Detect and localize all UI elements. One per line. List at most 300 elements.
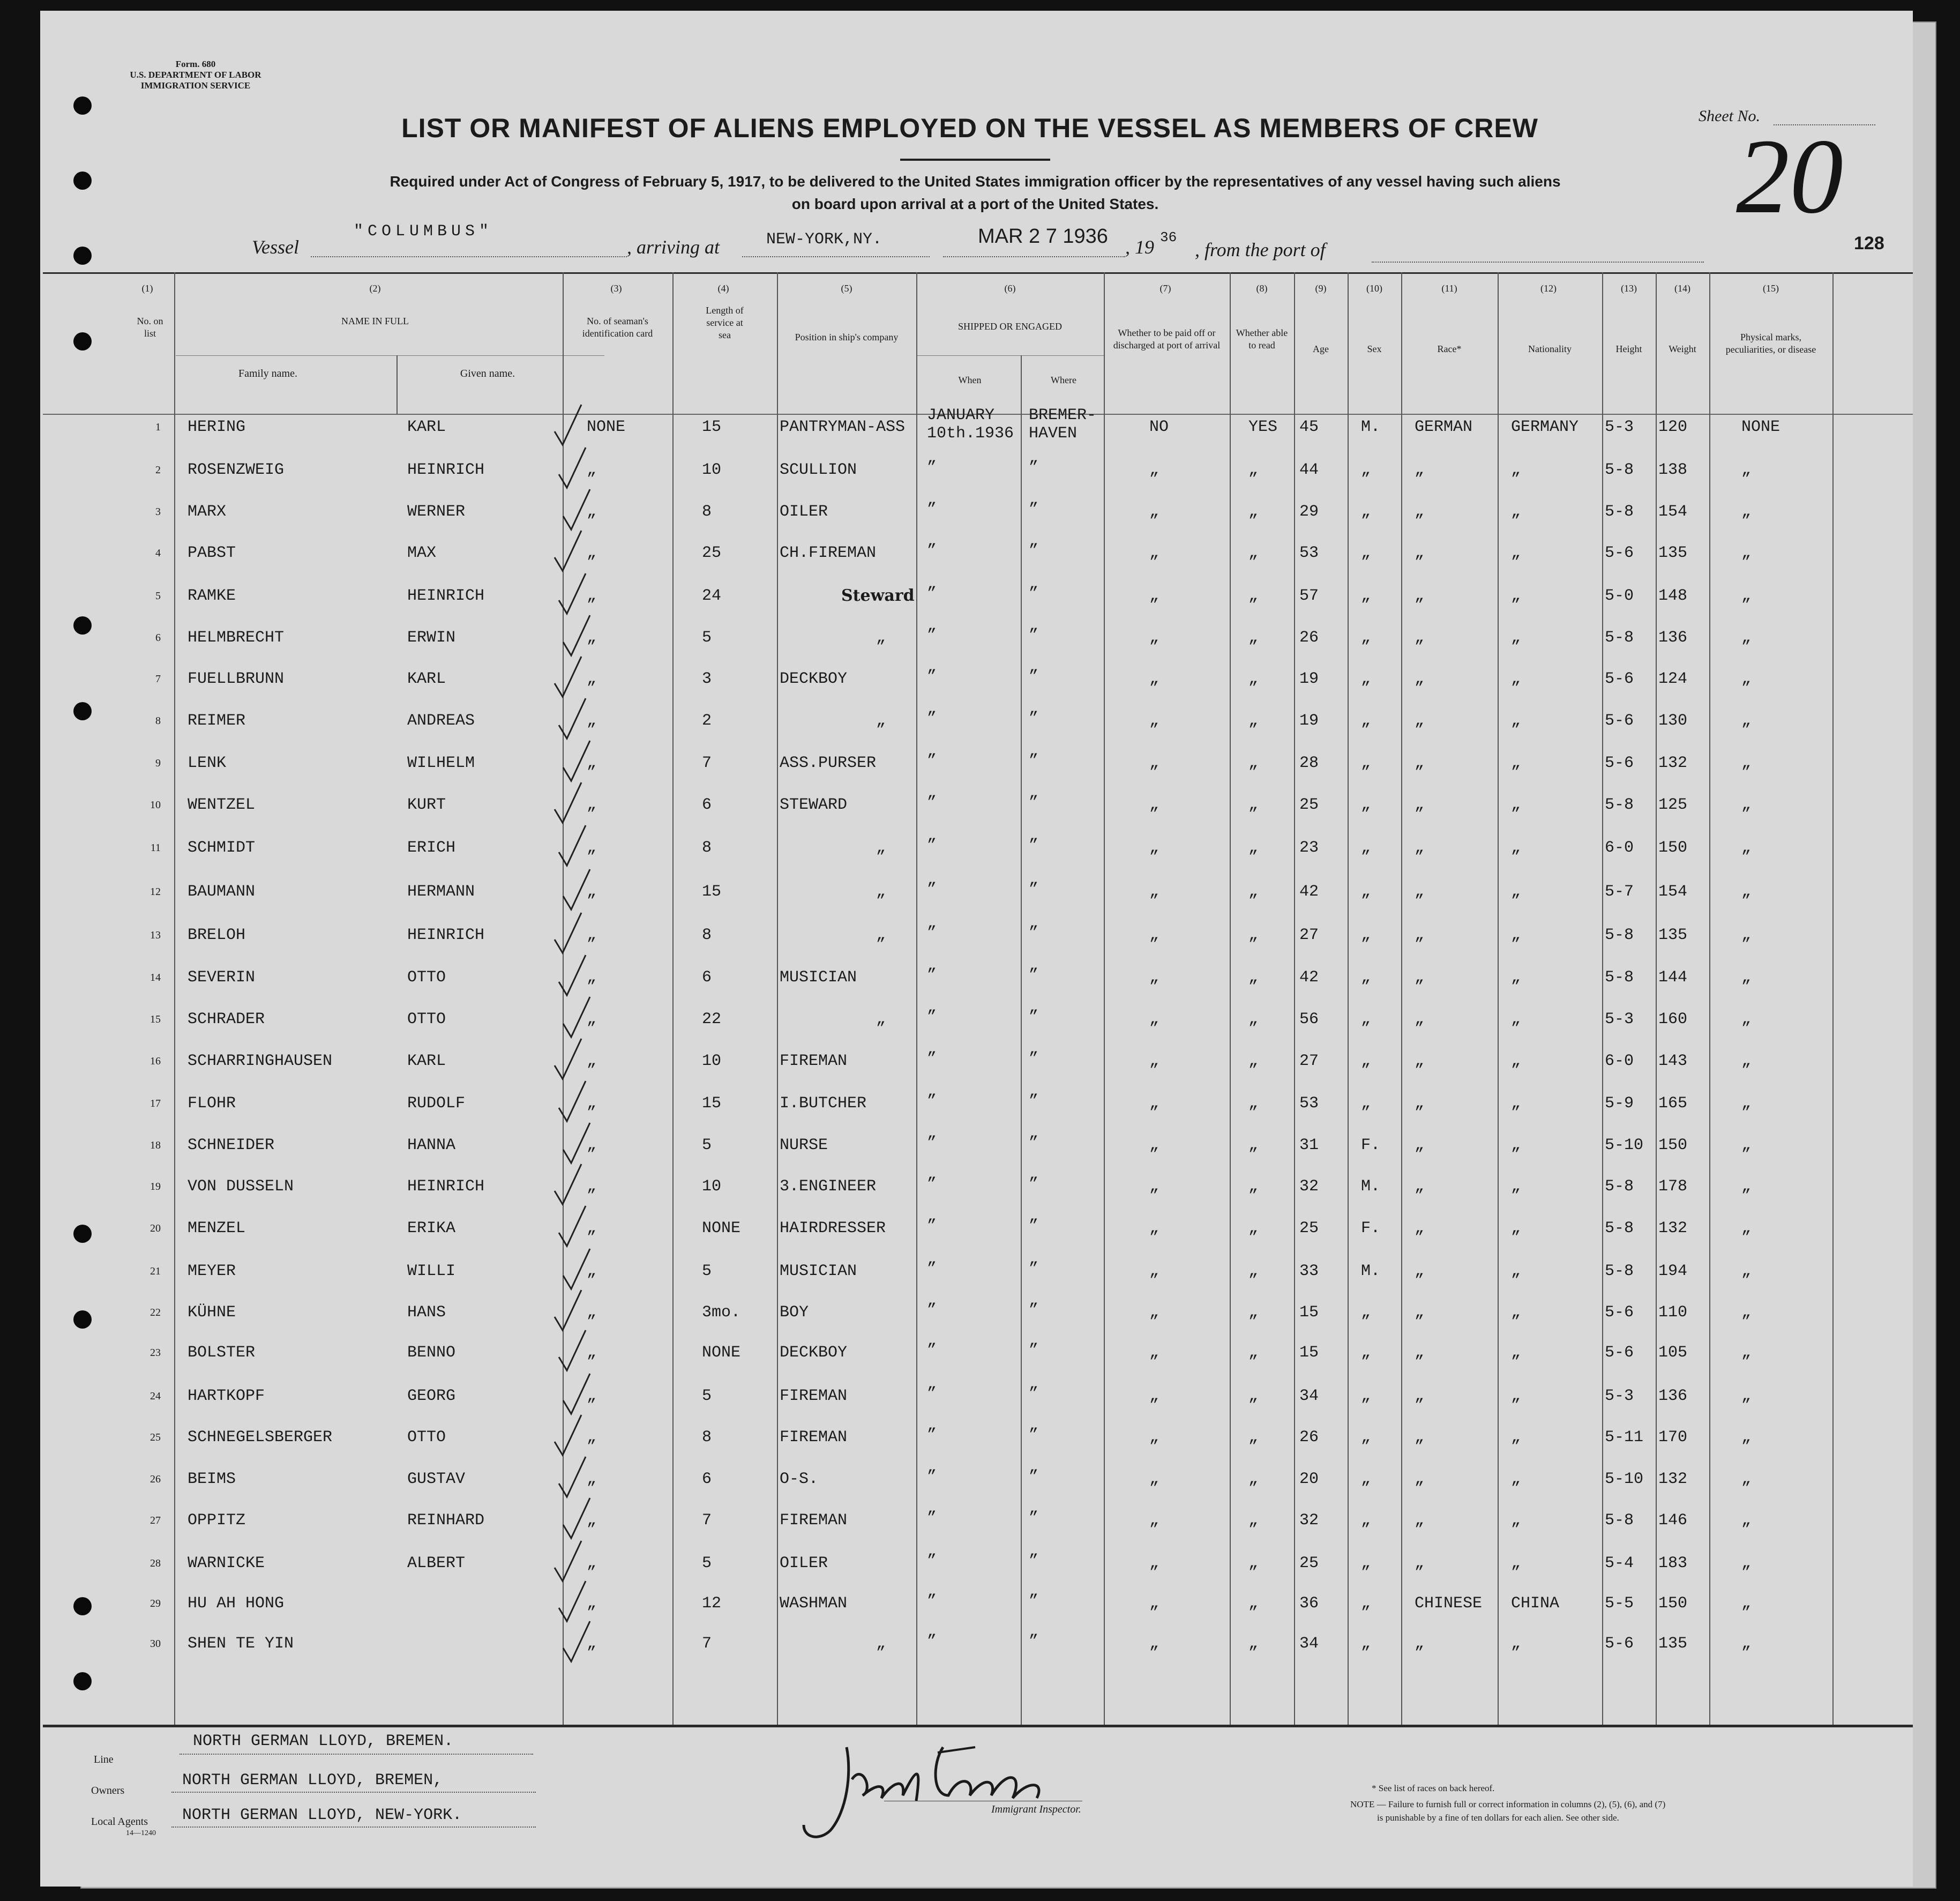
table-row: [43, 1083, 1913, 1124]
age: 36: [1299, 1594, 1319, 1613]
row-number: 12: [150, 886, 161, 898]
age: 15: [1299, 1303, 1319, 1322]
date-stamp: MAR 2 7 1936: [978, 225, 1108, 248]
age: 32: [1299, 1511, 1319, 1530]
page-stamp: 128: [1854, 233, 1884, 254]
paid-off: NO: [1149, 418, 1169, 436]
given-name: HEINRICH: [407, 926, 485, 944]
height: 5-6: [1605, 1635, 1634, 1653]
height: 5-8: [1605, 1177, 1634, 1196]
table-row: [43, 1417, 1913, 1458]
row-number: 20: [150, 1222, 161, 1234]
age: 32: [1299, 1177, 1319, 1196]
weight: 143: [1658, 1052, 1688, 1070]
sex: „: [1361, 670, 1371, 688]
row-number: 23: [150, 1347, 161, 1359]
row-number: 1: [155, 421, 161, 433]
row-number: 21: [150, 1265, 161, 1277]
physical-marks: „: [1741, 461, 1752, 479]
physical-marks: „: [1741, 1344, 1752, 1362]
table-row: [43, 406, 1913, 448]
position: FIREMAN: [780, 1387, 848, 1405]
page-title: LIST OR MANIFEST OF ALIENS EMPLOYED ON THE VESSEL AS MEMBERS OF CREW: [401, 113, 1538, 143]
id-card: „: [587, 1303, 597, 1322]
position: FIREMAN: [780, 1052, 848, 1070]
race: „: [1415, 1344, 1425, 1362]
shipped-where: „: [1029, 575, 1039, 593]
table-row: [43, 914, 1913, 956]
family-name: BOLSTER: [188, 1344, 256, 1362]
shipped-when: „: [927, 1375, 937, 1393]
nationality: „: [1511, 503, 1521, 521]
age: 25: [1299, 796, 1319, 814]
table-row: [43, 1542, 1913, 1584]
able-to-read: „: [1248, 1262, 1259, 1280]
col-num: (11): [1441, 283, 1457, 294]
position: NURSE: [780, 1136, 828, 1154]
table-row: [43, 449, 1913, 491]
height: 5-8: [1605, 796, 1634, 814]
physical-marks: „: [1741, 1262, 1752, 1280]
name-subrule: [176, 355, 604, 356]
service-length: 7: [702, 754, 712, 772]
sex: „: [1361, 1470, 1371, 1488]
sex: „: [1361, 1594, 1371, 1613]
given-name: RUDOLF: [407, 1094, 466, 1113]
shipped-when: „: [927, 1332, 937, 1350]
given-name: HEINRICH: [407, 461, 485, 479]
age: 25: [1299, 1554, 1319, 1572]
row-number: 26: [150, 1473, 161, 1485]
position: DECKBOY: [780, 670, 848, 688]
nationality: „: [1511, 883, 1521, 901]
shipped-where: „: [1029, 827, 1039, 845]
position: 3.ENGINEER: [780, 1177, 877, 1196]
height: 5-9: [1605, 1094, 1634, 1113]
race: „: [1415, 754, 1425, 772]
shipped-where: „: [1029, 449, 1039, 467]
physical-marks: „: [1741, 1387, 1752, 1405]
position: BOY: [780, 1303, 809, 1322]
service-length: 3: [702, 670, 712, 688]
given-name: WILHELM: [407, 754, 475, 772]
id-card: „: [587, 712, 597, 730]
height: 5-8: [1605, 461, 1634, 479]
from-port-label: , from the port of: [1195, 239, 1326, 260]
shipped-where: „: [1029, 1083, 1039, 1101]
shipped-where: „: [1029, 700, 1039, 718]
height: 5-8: [1605, 968, 1634, 987]
family-name: SCHRADER: [188, 1010, 265, 1028]
able-to-read: „: [1248, 670, 1259, 688]
weight: 125: [1658, 796, 1688, 814]
service-length: 25: [702, 544, 722, 562]
table-row: [43, 1458, 1913, 1500]
id-card: „: [587, 1136, 597, 1154]
sex: F.: [1361, 1219, 1381, 1237]
col-num: (9): [1315, 283, 1327, 294]
race: „: [1415, 544, 1425, 562]
race: „: [1415, 1010, 1425, 1028]
nationality: „: [1511, 839, 1521, 857]
sex: F.: [1361, 1136, 1381, 1154]
service-length: 10: [702, 461, 722, 479]
age: 27: [1299, 1052, 1319, 1070]
row-number: 14: [150, 972, 161, 983]
race: CHINESE: [1415, 1594, 1483, 1613]
age: 27: [1299, 926, 1319, 944]
sex: „: [1361, 544, 1371, 562]
position: MUSICIAN: [780, 1262, 857, 1280]
shipped-where: „: [1029, 871, 1039, 889]
id-card: „: [587, 754, 597, 772]
id-card: „: [587, 1594, 597, 1613]
col-num: (1): [141, 283, 153, 294]
hdr-length-service: Length of service at sea: [706, 305, 744, 340]
physical-marks: „: [1741, 1219, 1752, 1237]
col-num: (12): [1540, 283, 1557, 294]
race: „: [1415, 1262, 1425, 1280]
sex: „: [1361, 1344, 1371, 1362]
able-to-read: „: [1248, 1010, 1259, 1028]
able-to-read: „: [1248, 839, 1259, 857]
hdr-family-name: Family name.: [238, 368, 297, 379]
sex: „: [1361, 1428, 1371, 1447]
physical-marks: „: [1741, 1052, 1752, 1070]
nationality: „: [1511, 926, 1521, 944]
id-card: „: [587, 1344, 597, 1362]
family-name: SCHARRINGHAUSEN: [188, 1052, 333, 1070]
age: 31: [1299, 1136, 1319, 1154]
physical-marks: „: [1741, 587, 1752, 605]
row-number: 8: [155, 715, 161, 727]
inspector-label: Immigrant Inspector.: [991, 1803, 1081, 1815]
family-name: BEIMS: [188, 1470, 236, 1488]
age: 23: [1299, 839, 1319, 857]
race: „: [1415, 1177, 1425, 1196]
nationality: „: [1511, 1177, 1521, 1196]
fill-line: [171, 1792, 536, 1793]
able-to-read: „: [1248, 1303, 1259, 1322]
nationality: „: [1511, 712, 1521, 730]
able-to-read: „: [1248, 1554, 1259, 1572]
given-name: ERIKA: [407, 1219, 456, 1237]
shipped-when: „: [927, 1500, 937, 1518]
service-length: 8: [702, 839, 712, 857]
fill-line: [311, 256, 627, 257]
height: 6-0: [1605, 839, 1634, 857]
given-name: GUSTAV: [407, 1470, 466, 1488]
shipped-where: „: [1029, 532, 1039, 550]
race: „: [1415, 839, 1425, 857]
crew-table: [43, 272, 1913, 1725]
nationality: „: [1511, 587, 1521, 605]
shipped-where: „: [1029, 957, 1039, 975]
paid-off: „: [1149, 1511, 1159, 1530]
subtitle-line-2: on board upon arrival at a port of the United States.: [791, 196, 1159, 212]
check-mark-icon: [556, 823, 588, 871]
shipped-when: „: [927, 742, 937, 761]
shipped-when: JANUARY 10th.1936: [927, 406, 1014, 443]
shipped-when: „: [927, 1124, 937, 1143]
paid-off: „: [1149, 1344, 1159, 1362]
given-name: ERICH: [407, 839, 456, 857]
shipped-when: „: [927, 957, 937, 975]
family-name: REIMER: [188, 712, 246, 730]
race: „: [1415, 503, 1425, 521]
height: 5-8: [1605, 629, 1634, 647]
age: 45: [1299, 418, 1319, 436]
id-card: „: [587, 1470, 597, 1488]
height: 5-8: [1605, 1219, 1634, 1237]
shipped-where: „: [1029, 1375, 1039, 1393]
physical-marks: „: [1741, 503, 1752, 521]
hdr-sex: Sex: [1367, 344, 1382, 354]
race: „: [1415, 883, 1425, 901]
paid-off: „: [1149, 1136, 1159, 1154]
paid-off: „: [1149, 796, 1159, 814]
row-number: 18: [150, 1139, 161, 1151]
weight: 120: [1658, 418, 1688, 436]
given-name: HEINRICH: [407, 1177, 485, 1196]
position: Steward: [841, 586, 915, 605]
check-mark-icon: [556, 445, 588, 493]
col-num: (3): [610, 283, 622, 294]
given-name: HANS: [407, 1303, 446, 1322]
weight: 194: [1658, 1262, 1688, 1280]
able-to-read: YES: [1248, 418, 1278, 436]
id-card: „: [587, 587, 597, 605]
given-name: WILLI: [407, 1262, 456, 1280]
table-row: [43, 1375, 1913, 1417]
family-name: PABST: [188, 544, 236, 562]
paid-off: „: [1149, 1094, 1159, 1113]
race: GERMAN: [1415, 418, 1473, 436]
weight: 138: [1658, 461, 1688, 479]
position: WASHMAN: [780, 1594, 848, 1613]
shipped-when: „: [927, 827, 937, 845]
family-name: HU AH HONG: [188, 1594, 285, 1613]
id-card: „: [587, 796, 597, 814]
position: SCULLION: [780, 461, 857, 479]
hdr-position: Position in ship's company: [795, 332, 899, 342]
hdr-paid-off: Whether to be paid off or discharged at port of arrival: [1113, 327, 1221, 351]
nationality: „: [1511, 1635, 1521, 1653]
given-name: MAX: [407, 544, 437, 562]
check-mark-icon: [552, 402, 584, 450]
age: 29: [1299, 503, 1319, 521]
shipped-where: „: [1029, 1332, 1039, 1350]
shipped-when: „: [927, 1207, 937, 1226]
shipped-where: „: [1029, 784, 1039, 802]
position: ASS.PURSER: [780, 754, 877, 772]
age: 57: [1299, 587, 1319, 605]
vessel-label: Vessel: [252, 236, 299, 258]
given-name: HANNA: [407, 1136, 456, 1154]
position: FIREMAN: [780, 1511, 848, 1530]
given-name: ERWIN: [407, 629, 456, 647]
shipped-where: „: [1029, 1500, 1039, 1518]
row-number: 7: [155, 673, 161, 685]
sex: „: [1361, 926, 1371, 944]
table-row: [43, 1166, 1913, 1207]
service-length: 2: [702, 712, 712, 730]
age: 19: [1299, 670, 1319, 688]
height: 5-8: [1605, 1511, 1634, 1530]
family-name: HARTKOPF: [188, 1387, 265, 1405]
sex: „: [1361, 1635, 1371, 1653]
service-length: 22: [702, 1010, 722, 1028]
position: CH.FIREMAN: [780, 544, 877, 562]
paid-off: „: [1149, 1303, 1159, 1322]
service-length: 5: [702, 1136, 712, 1154]
nationality: „: [1511, 1511, 1521, 1530]
weight: 132: [1658, 754, 1688, 772]
position: MUSICIAN: [780, 968, 857, 987]
agents-label: Local Agents: [91, 1816, 148, 1828]
check-mark-icon: [556, 1328, 588, 1376]
row-number: 4: [155, 547, 161, 559]
race: „: [1415, 1635, 1425, 1653]
height: 6-0: [1605, 1052, 1634, 1070]
shipped-when: „: [927, 575, 937, 593]
age: 33: [1299, 1262, 1319, 1280]
given-name: ALBERT: [407, 1554, 466, 1572]
weight: 165: [1658, 1094, 1688, 1113]
height: 5-0: [1605, 587, 1634, 605]
title-rule: [900, 159, 1050, 161]
sex: „: [1361, 1094, 1371, 1113]
col-num: (8): [1256, 283, 1268, 294]
shipped-when: „: [927, 1417, 937, 1435]
col-num: (10): [1366, 283, 1382, 294]
col-num: (15): [1763, 283, 1779, 294]
given-name: REINHARD: [407, 1511, 485, 1530]
race: „: [1415, 1511, 1425, 1530]
table-row: [43, 1207, 1913, 1249]
weight: 150: [1658, 839, 1688, 857]
able-to-read: „: [1248, 1094, 1259, 1113]
race: „: [1415, 1428, 1425, 1447]
id-card: „: [587, 839, 597, 857]
family-name: LENK: [188, 754, 227, 772]
position: „: [876, 926, 886, 944]
fill-line: [1372, 262, 1704, 263]
given-name: HEINRICH: [407, 587, 485, 605]
nationality: „: [1511, 796, 1521, 814]
physical-marks: „: [1741, 1177, 1752, 1196]
service-length: NONE: [702, 1219, 741, 1237]
table-row: [43, 957, 1913, 998]
given-name: GEORG: [407, 1387, 456, 1405]
table-row: [43, 575, 1913, 617]
shipped-when: „: [927, 1250, 937, 1269]
hdr-able-read: Whether able to read: [1236, 327, 1288, 351]
able-to-read: „: [1248, 1635, 1259, 1653]
able-to-read: „: [1248, 1387, 1259, 1405]
service-length: 15: [702, 418, 722, 436]
id-card: „: [587, 461, 597, 479]
col-num: (5): [841, 283, 852, 294]
hdr-physical-marks: Physical marks, peculiarities, or disease: [1725, 332, 1816, 355]
weight: 130: [1658, 712, 1688, 730]
service-length: 6: [702, 968, 712, 987]
nationality: „: [1511, 544, 1521, 562]
table-row: [43, 700, 1913, 742]
height: 5-3: [1605, 1010, 1634, 1028]
sex: „: [1361, 754, 1371, 772]
height: 5-6: [1605, 712, 1634, 730]
paid-off: „: [1149, 1177, 1159, 1196]
family-name: BAUMANN: [188, 883, 256, 901]
service-length: 10: [702, 1052, 722, 1070]
paid-off: „: [1149, 461, 1159, 479]
family-name: FLOHR: [188, 1094, 236, 1113]
family-name: SCHMIDT: [188, 839, 256, 857]
position: O-S.: [780, 1470, 819, 1488]
table-row: [43, 742, 1913, 784]
service-length: 8: [702, 926, 712, 944]
fill-line: [171, 1827, 536, 1828]
weight: 135: [1658, 544, 1688, 562]
able-to-read: „: [1248, 712, 1259, 730]
check-mark-icon: [556, 696, 588, 744]
table-row: [43, 532, 1913, 574]
col-num: (6): [1004, 283, 1016, 294]
given-name: WERNER: [407, 503, 466, 521]
check-mark-icon: [552, 654, 584, 702]
row-number: 3: [155, 506, 161, 518]
nationality: „: [1511, 1136, 1521, 1154]
family-name: MARX: [188, 503, 227, 521]
service-length: 6: [702, 796, 712, 814]
binder-hole: [73, 96, 92, 115]
nationality: „: [1511, 629, 1521, 647]
age: 25: [1299, 1219, 1319, 1237]
physical-marks: „: [1741, 1635, 1752, 1653]
shipped-where: „: [1029, 742, 1039, 761]
family-name: VON DUSSELN: [188, 1177, 294, 1196]
col-num: (14): [1674, 283, 1690, 294]
service-length: 15: [702, 1094, 722, 1113]
id-card: „: [587, 1010, 597, 1028]
shipped-when: „: [927, 617, 937, 635]
family-name: HERING: [188, 418, 246, 436]
nationality: „: [1511, 754, 1521, 772]
shipped-when: „: [927, 1458, 937, 1477]
check-mark-icon: [552, 528, 584, 576]
family-name: RAMKE: [188, 587, 236, 605]
able-to-read: „: [1248, 629, 1259, 647]
able-to-read: „: [1248, 503, 1259, 521]
shipped-where: „: [1029, 617, 1039, 635]
paid-off: „: [1149, 926, 1159, 944]
family-name: MEYER: [188, 1262, 236, 1280]
service-length: 10: [702, 1177, 722, 1196]
weight: 150: [1658, 1594, 1688, 1613]
sex: M.: [1361, 1177, 1381, 1196]
weight: 132: [1658, 1470, 1688, 1488]
row-number: 15: [150, 1013, 161, 1025]
weight: 135: [1658, 926, 1688, 944]
hdr-nationality: Nationality: [1528, 344, 1572, 354]
subtitle-line-1: Required under Act of Congress of February 5, 1917, to be delivered to the United States immigration officer by the representatives of any vessel having such aliens: [390, 173, 1561, 190]
able-to-read: „: [1248, 1594, 1259, 1613]
shipped-when: „: [927, 914, 937, 933]
row-number: 2: [155, 464, 161, 476]
sex: „: [1361, 587, 1371, 605]
row-number: 10: [150, 799, 161, 811]
